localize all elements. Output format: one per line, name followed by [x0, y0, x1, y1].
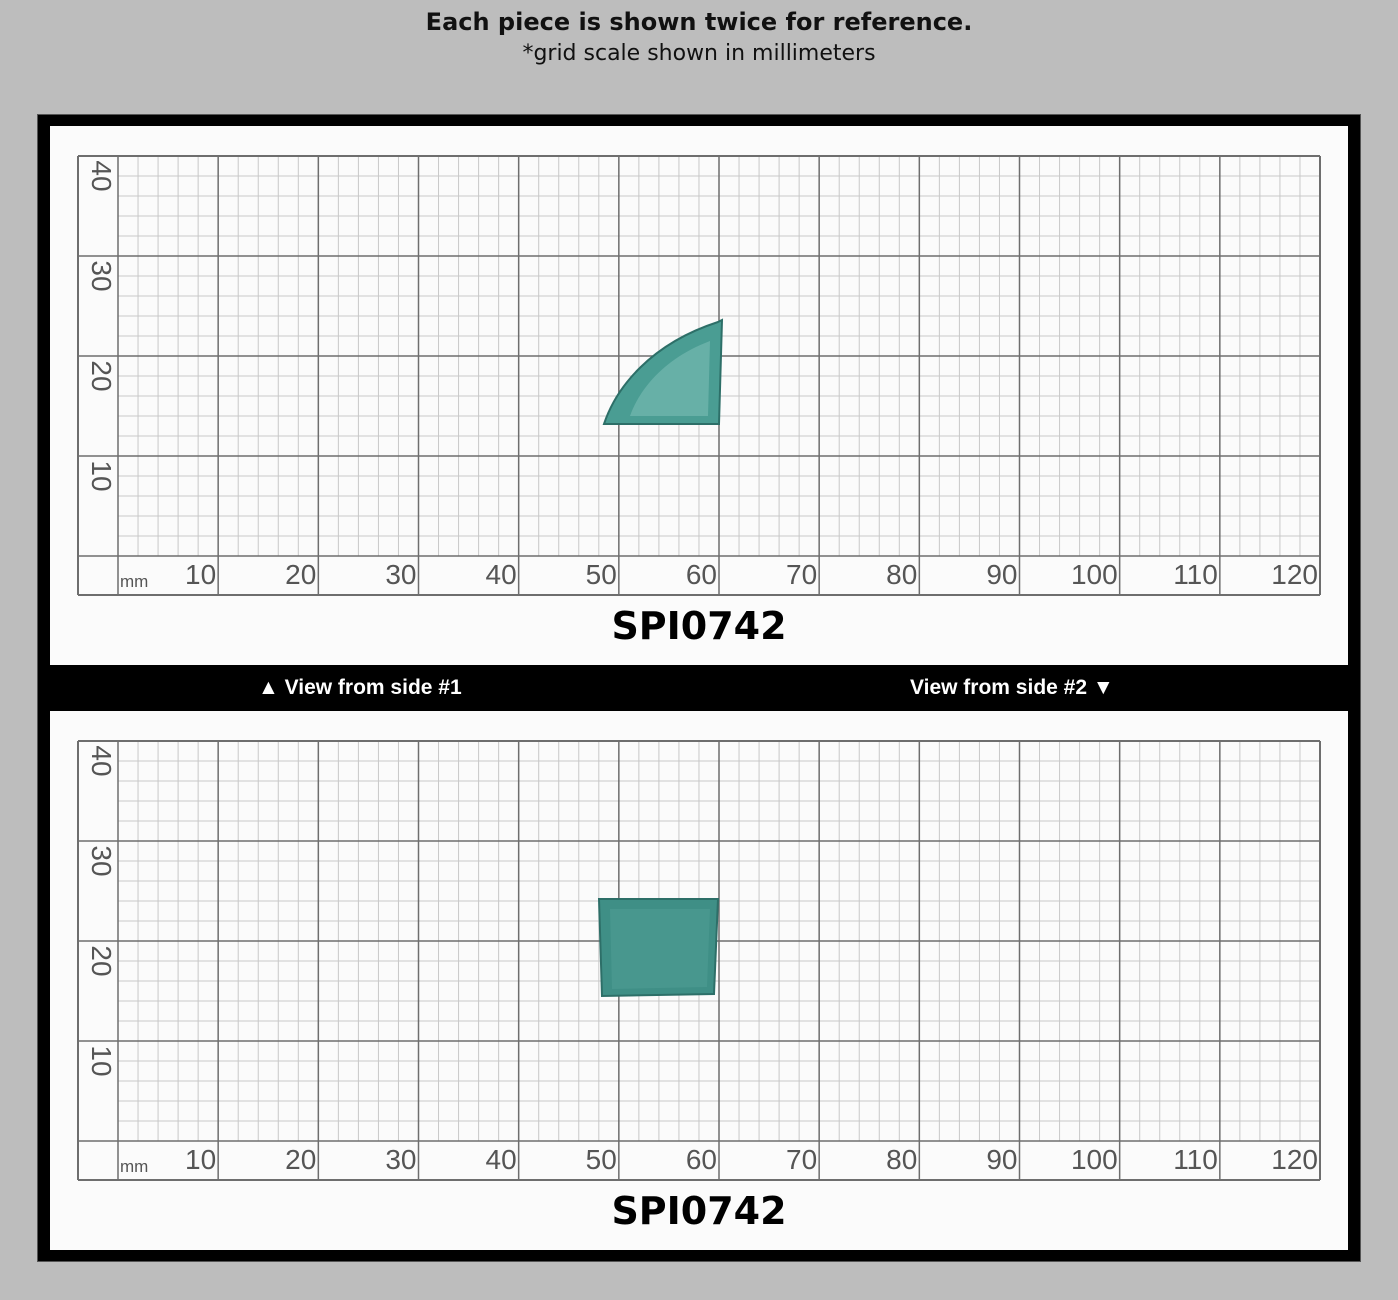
x-tick-label: 50: [585, 1144, 617, 1175]
y-tick-label: 30: [86, 845, 117, 877]
x-tick-label: 60: [685, 1144, 717, 1175]
x-tick-label: 40: [485, 559, 517, 590]
x-tick-label: 90: [986, 559, 1018, 590]
x-tick-label: 40: [485, 1144, 517, 1175]
x-tick-label: 120: [1271, 559, 1318, 590]
x-tick-label: 30: [385, 1144, 417, 1175]
grid-panel-side-1: [50, 126, 1348, 665]
x-tick-label: 70: [786, 559, 818, 590]
x-tick-label: 20: [285, 559, 317, 590]
header-title: Each piece is shown twice for reference.: [425, 8, 973, 36]
x-tick-label: 30: [385, 559, 417, 590]
scale-unit-label: mm: [120, 572, 149, 591]
x-tick-label: 80: [886, 559, 918, 590]
header-subtitle: *grid scale shown in millimeters: [522, 41, 876, 66]
x-tick-label: 90: [986, 1144, 1018, 1175]
x-tick-label: 50: [585, 559, 617, 590]
x-tick-label: 110: [1173, 559, 1218, 590]
scale-unit-label: mm: [120, 1157, 149, 1176]
specimen-id-label: SPI0742: [611, 604, 787, 648]
x-tick-label: 10: [185, 1144, 217, 1175]
y-tick-label: 10: [86, 460, 117, 492]
x-tick-label: 20: [285, 1144, 317, 1175]
view-side-1-label: ▲ View from side #1: [258, 676, 462, 699]
x-tick-label: 80: [886, 1144, 918, 1175]
specimen-sheen: [610, 909, 710, 989]
x-tick-label: 70: [786, 1144, 818, 1175]
x-tick-label: 110: [1173, 1144, 1218, 1175]
y-tick-label: 30: [86, 260, 117, 292]
y-tick-label: 40: [86, 745, 117, 777]
specimen-id-label: SPI0742: [611, 1189, 787, 1233]
y-tick-label: 20: [86, 360, 117, 392]
grid-panel-side-2: [50, 711, 1348, 1250]
view-side-2-label: View from side #2 ▼: [910, 676, 1114, 699]
x-tick-label: 120: [1271, 1144, 1318, 1175]
x-tick-label: 100: [1070, 1144, 1118, 1175]
y-tick-label: 10: [86, 1045, 117, 1077]
y-tick-label: 40: [86, 160, 117, 192]
y-tick-label: 20: [86, 945, 117, 977]
x-tick-label: 60: [685, 559, 717, 590]
x-tick-label: 100: [1070, 559, 1118, 590]
x-tick-label: 10: [185, 559, 217, 590]
